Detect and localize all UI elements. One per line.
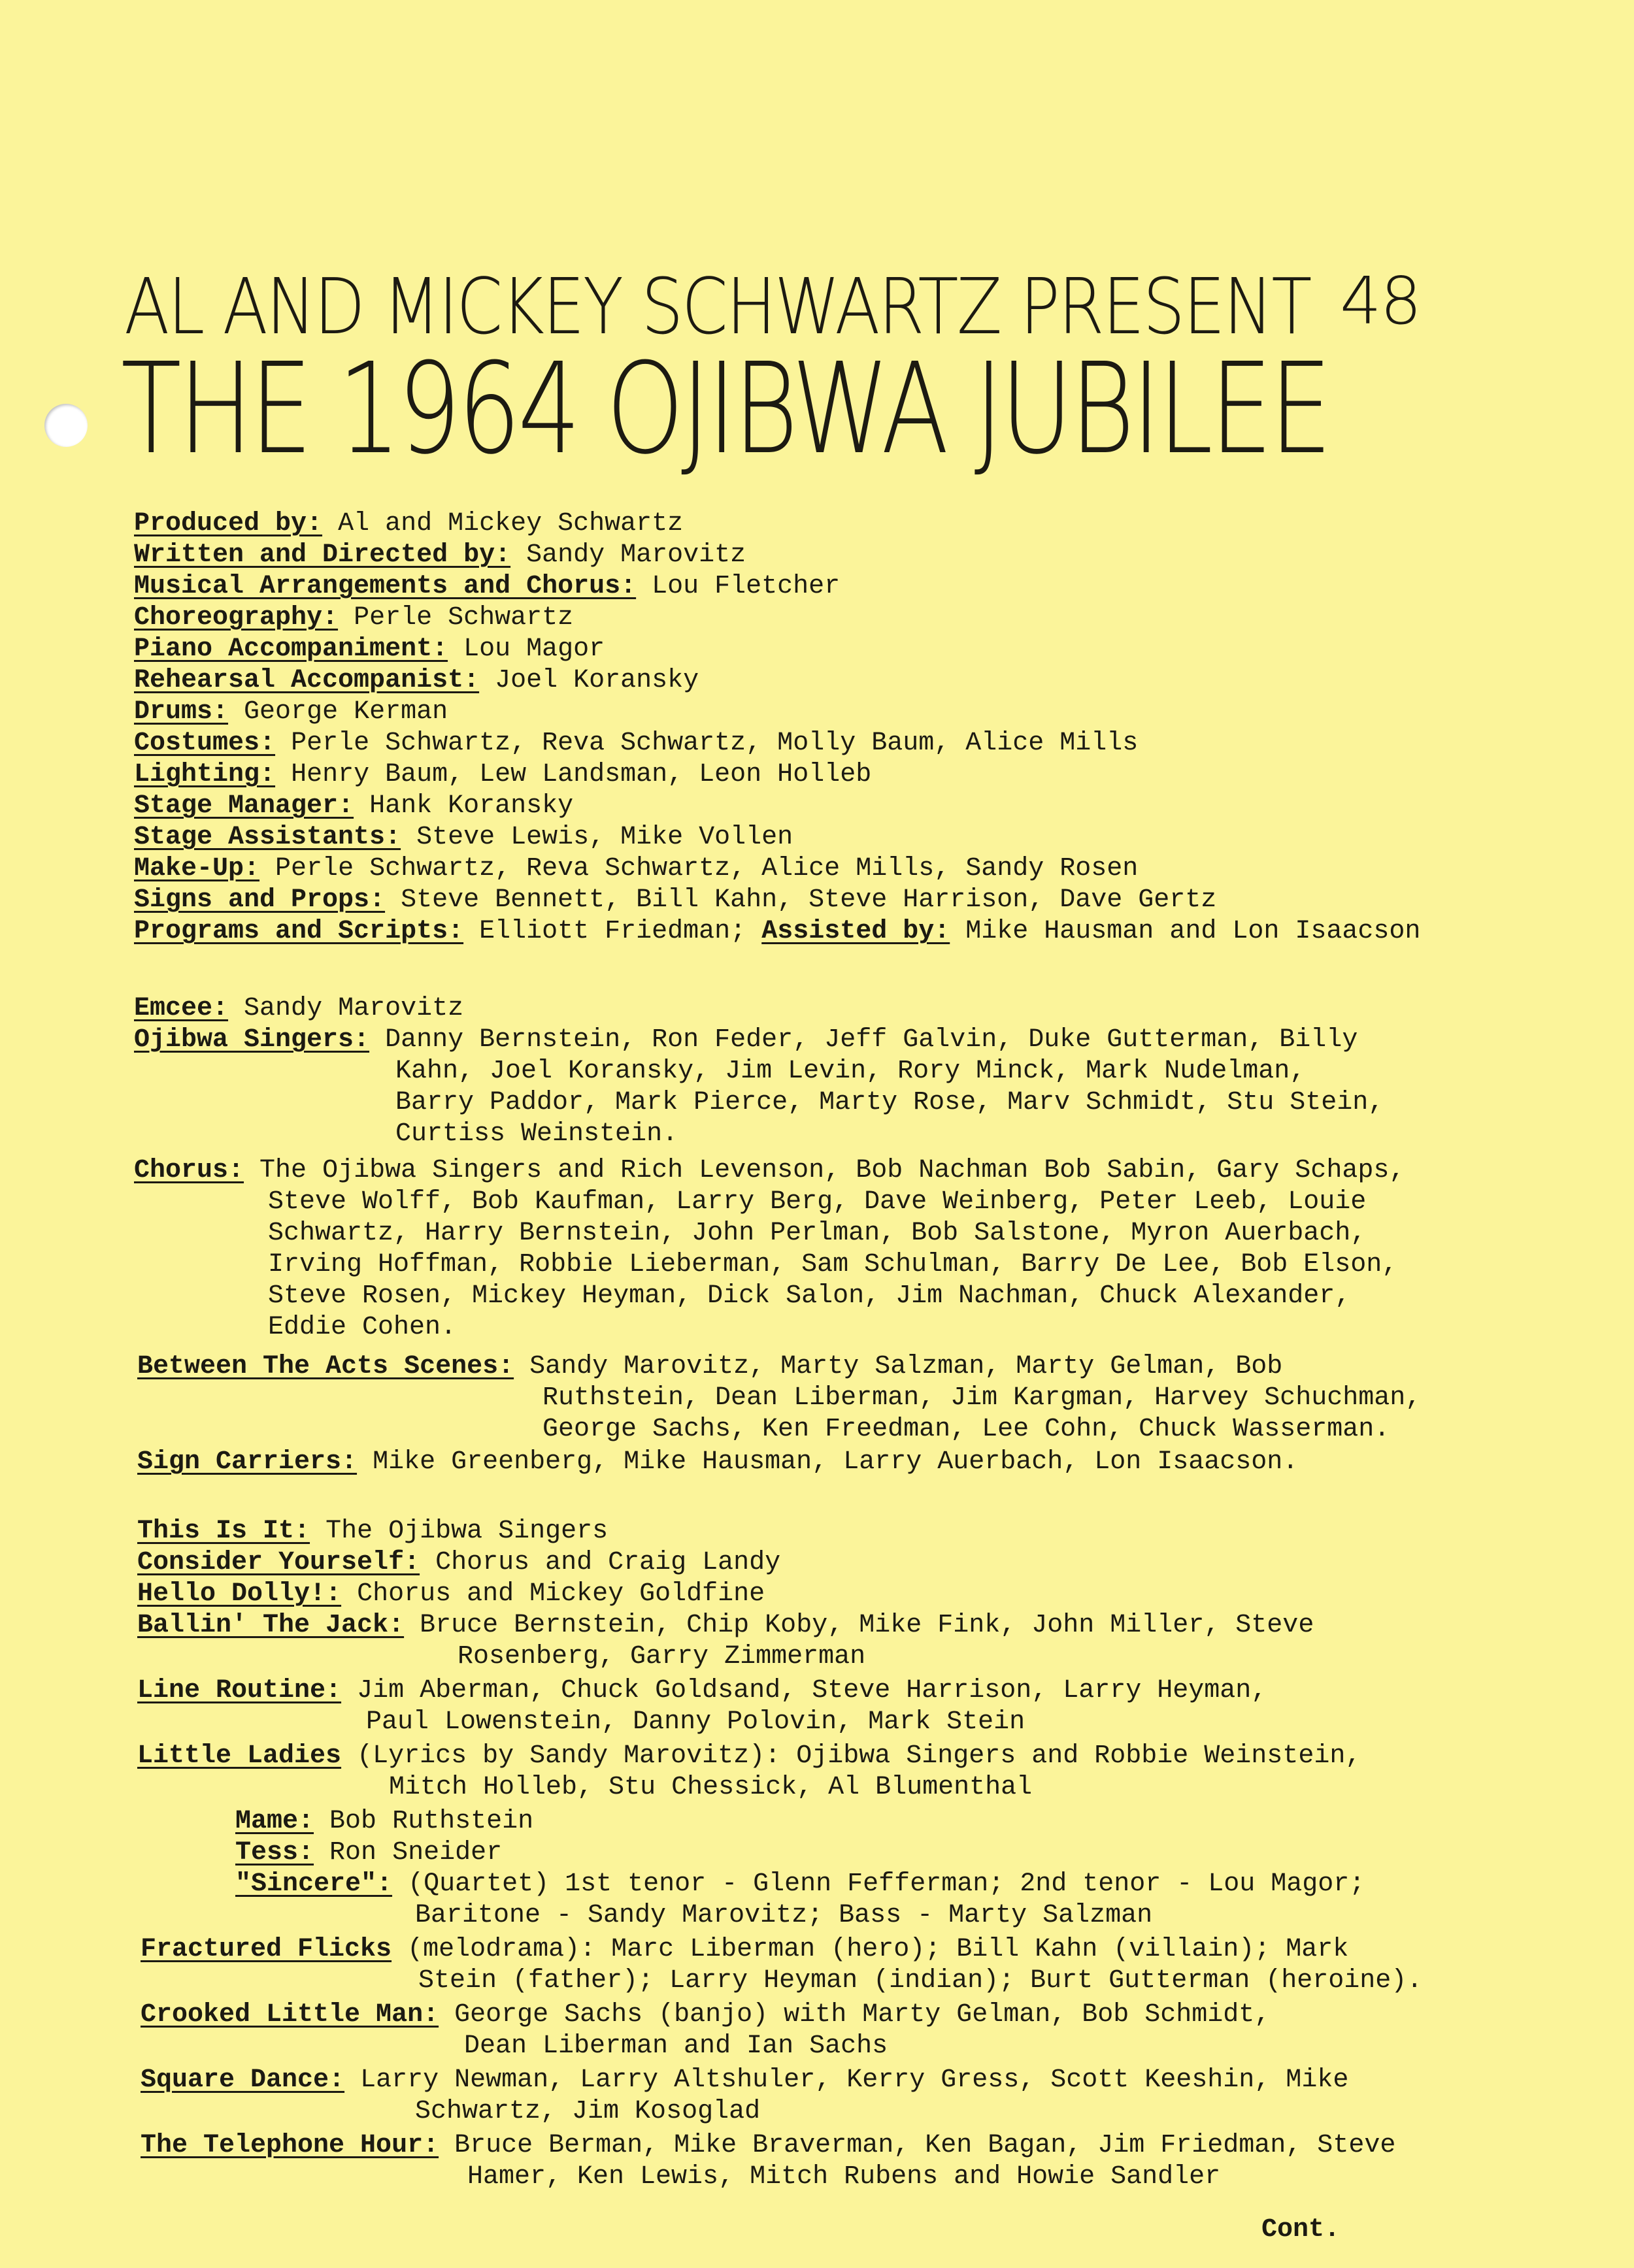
- credit-stage-manager: Stage Manager: Hank Koransky: [134, 791, 574, 821]
- credit-stage-assistants: Stage Assistants: Steve Lewis, Mike Vollen: [134, 823, 793, 852]
- credit-rehearsal: Rehearsal Accompanist: Joel Koransky: [134, 666, 699, 695]
- credit-produced: Produced by: Al and Mickey Schwartz: [134, 509, 684, 538]
- between-acts-line: George Sachs, Ken Freedman, Lee Cohn, Chuck Wasserman.: [542, 1415, 1390, 1444]
- singers-line: Barry Paddor, Mark Pierce, Marty Rose, Marv Schmidt, Stu Stein,: [395, 1088, 1384, 1117]
- number-line-routine: Line Routine: Jim Aberman, Chuck Goldsand, Steve Harrison, Larry Heyman,: [137, 1676, 1267, 1705]
- number-line-routine-cont: Paul Lowenstein, Danny Polovin, Mark Stein: [366, 1707, 1025, 1737]
- number-ballin: Ballin' The Jack: Bruce Bernstein, Chip Koby, Mike Fink, John Miller, Steve: [137, 1611, 1314, 1640]
- number-little-ladies-cont: Mitch Holleb, Stu Chessick, Al Blumenthal: [389, 1773, 1033, 1802]
- chorus-line: Schwartz, Harry Bernstein, John Perlman, Bob Salstone, Myron Auerbach,: [268, 1219, 1367, 1248]
- number-sincere-cont: Baritone - Sandy Marovitz; Bass - Marty Salzman: [415, 1901, 1153, 1930]
- number-crooked-little-man: Crooked Little Man: George Sachs (banjo) with Marty Gelman, Bob Schmidt,: [141, 2000, 1271, 2030]
- chorus-line: Eddie Cohen.: [268, 1313, 457, 1342]
- number-ballin-cont: Rosenberg, Garry Zimmerman: [458, 1642, 866, 1671]
- credit-choreography: Choreography: Perle Schwartz: [134, 603, 574, 633]
- singers-line: Ojibwa Singers: Danny Bernstein, Ron Feder, Jeff Galvin, Duke Gutterman, Billy: [134, 1025, 1358, 1055]
- number-hello-dolly: Hello Dolly!: Chorus and Mickey Goldfine: [137, 1579, 765, 1609]
- credit-costumes: Costumes: Perle Schwartz, Reva Schwartz, Molly Baum, Alice Mills: [134, 729, 1139, 758]
- sign-carriers-line: Sign Carriers: Mike Greenberg, Mike Hausman, Larry Auerbach, Lon Isaacson.: [137, 1447, 1299, 1477]
- number-sincere: "Sincere": (Quartet) 1st tenor - Glenn Fefferman; 2nd tenor - Lou Magor;: [235, 1869, 1365, 1899]
- chorus-line: Steve Rosen, Mickey Heyman, Dick Salon, Jim Nachman, Chuck Alexander,: [268, 1281, 1351, 1311]
- credit-drums: Drums: George Kerman: [134, 697, 448, 727]
- number-this-is-it: This Is It: The Ojibwa Singers: [137, 1517, 609, 1546]
- singers-line: Curtiss Weinstein.: [395, 1119, 678, 1149]
- number-telephone-hour: The Telephone Hour: Bruce Berman, Mike Braverman, Ken Bagan, Jim Friedman, Steve: [141, 2131, 1396, 2160]
- credit-programs: Programs and Scripts: Elliott Friedman; Assisted by: Mike Hausman and Lon Isaacson: [134, 917, 1421, 946]
- number-crooked-cont: Dean Liberman and Ian Sachs: [464, 2031, 888, 2061]
- number-telephone-cont: Hamer, Ken Lewis, Mitch Rubens and Howie Sandler: [467, 2162, 1221, 2192]
- number-fractured-flicks-cont: Stein (father); Larry Heyman (indian); Burt Gutterman (heroine).: [418, 1966, 1423, 1996]
- number-mame: Mame: Bob Ruthstein: [235, 1807, 534, 1836]
- number-square-dance: Square Dance: Larry Newman, Larry Altshuler, Kerry Gress, Scott Keeshin, Mike: [141, 2065, 1349, 2095]
- number-square-dance-cont: Schwartz, Jim Kosoglad: [415, 2097, 761, 2126]
- number-fractured-flicks: Fractured Flicks (melodrama): Marc Liberman (hero); Bill Kahn (villain); Mark: [141, 1935, 1349, 1964]
- between-acts-line: Ruthstein, Dean Liberman, Jim Kargman, Harvey Schuchman,: [542, 1383, 1422, 1413]
- between-acts-line: Between The Acts Scenes: Sandy Marovitz, Marty Salzman, Marty Gelman, Bob: [137, 1352, 1283, 1381]
- continued-label: Cont.: [1261, 2215, 1341, 2244]
- chorus-line: Steve Wolff, Bob Kaufman, Larry Berg, Dave Weinberg, Peter Leeb, Louie: [268, 1187, 1367, 1217]
- number-consider-yourself: Consider Yourself: Chorus and Craig Landy: [137, 1548, 781, 1577]
- chorus-line: Irving Hoffman, Robbie Lieberman, Sam Schulman, Barry De Lee, Bob Elson,: [268, 1250, 1398, 1279]
- credit-written: Written and Directed by: Sandy Marovitz: [134, 540, 746, 570]
- credit-signs-props: Signs and Props: Steve Bennett, Bill Kahn, Steve Harrison, Dave Gertz: [134, 885, 1217, 915]
- credit-makeup: Make-Up: Perle Schwartz, Reva Schwartz, Alice Mills, Sandy Rosen: [134, 854, 1139, 883]
- credit-piano: Piano Accompaniment: Lou Magor: [134, 634, 605, 664]
- credit-musical: Musical Arrangements and Chorus: Lou Fletcher: [134, 572, 841, 601]
- number-tess: Tess: Ron Sneider: [235, 1838, 503, 1867]
- emcee-line: Emcee: Sandy Marovitz: [134, 994, 464, 1023]
- page-title: THE 1964 OJIBWA JUBILEE: [121, 337, 1329, 482]
- punch-hole: [44, 404, 88, 447]
- singers-line: Kahn, Joel Koransky, Jim Levin, Rory Minck, Mark Nudelman,: [395, 1057, 1306, 1086]
- page-number: 48: [1340, 263, 1421, 339]
- chorus-line: Chorus: The Ojibwa Singers and Rich Levenson, Bob Nachman Bob Sabin, Gary Schaps,: [134, 1156, 1405, 1185]
- presenters-heading: AL AND MICKEY SCHWARTZ PRESENT: [124, 261, 1310, 352]
- credit-lighting: Lighting: Henry Baum, Lew Landsman, Leon Holleb: [134, 760, 872, 789]
- number-little-ladies: Little Ladies (Lyrics by Sandy Marovitz): Ojibwa Singers and Robbie Weinstein,: [137, 1741, 1361, 1771]
